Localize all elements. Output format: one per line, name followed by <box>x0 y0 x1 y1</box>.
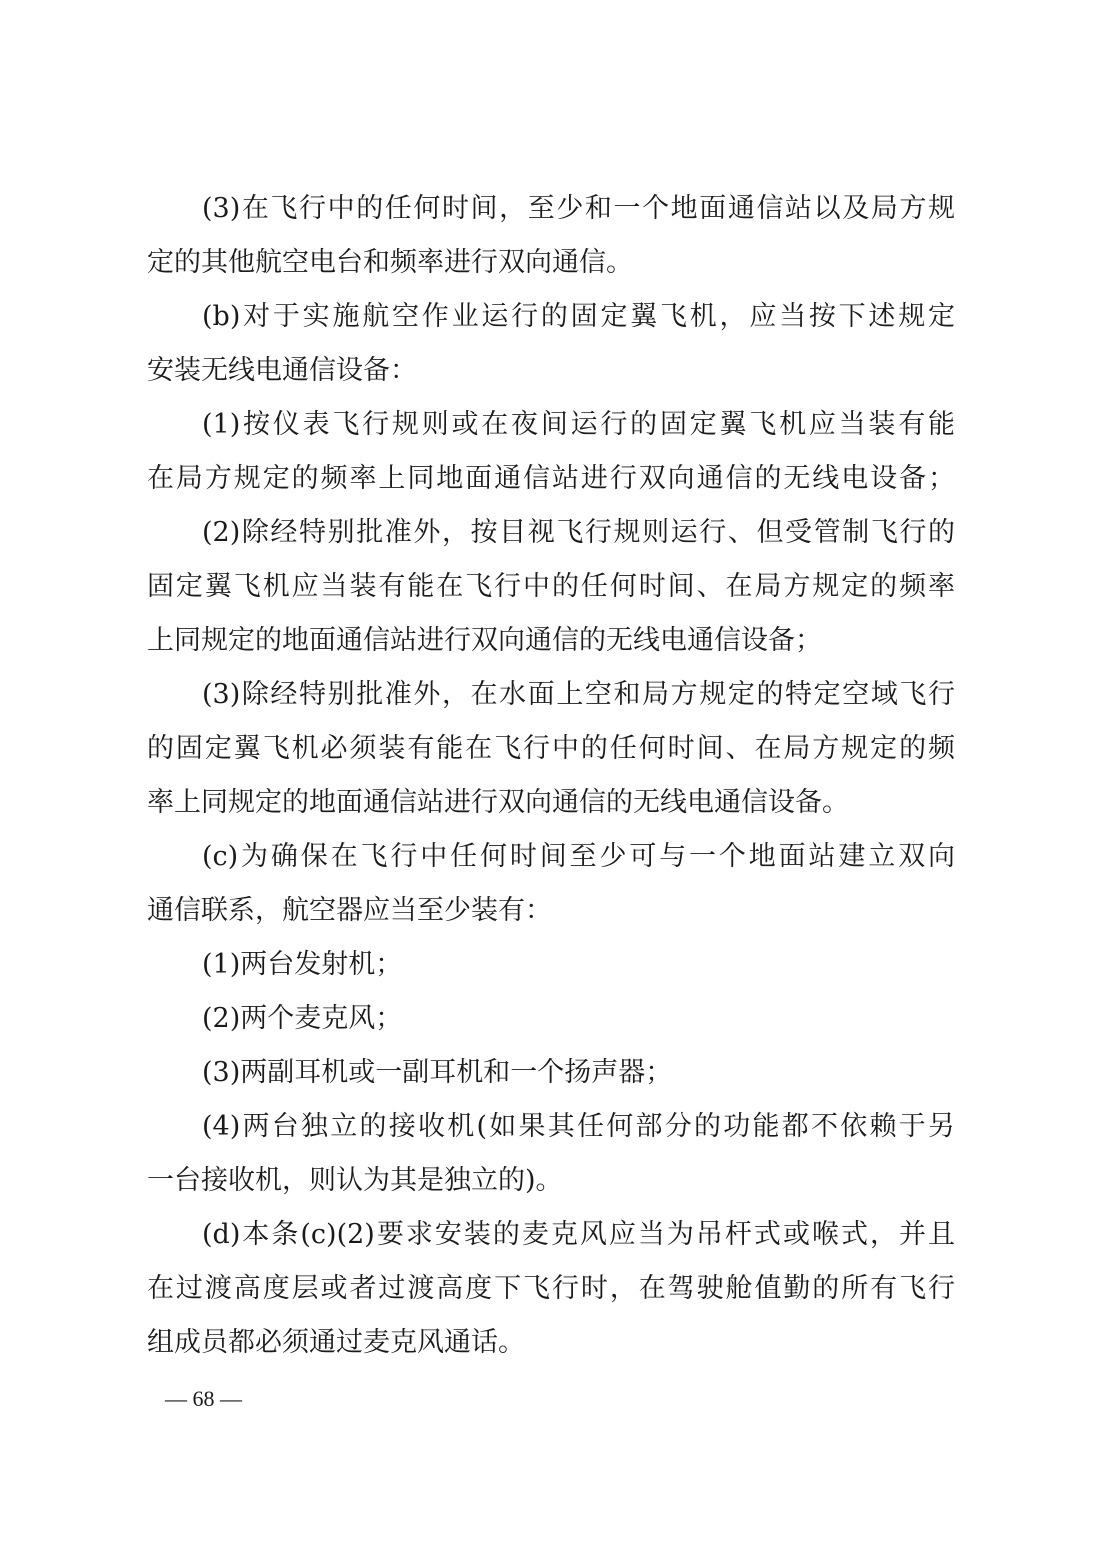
paragraph-b2-line-3: 上同规定的地面通信站进行双向通信的无线电通信设备； <box>147 625 822 656</box>
paragraph-b3-line-3: 率上同规定的地面通信站进行双向通信的无线电通信设备。 <box>147 787 849 818</box>
paragraph-b-line-1: (b)对于实施航空作业运行的固定翼飞机，应当按下述规定 <box>202 301 955 332</box>
paragraph-b1-line-1: (1)按仪表飞行规则或在夜间运行的固定翼飞机应当装有能 <box>202 409 955 440</box>
page-number: — 68 — <box>165 1386 242 1411</box>
list-item-c3: (3)两副耳机或一副耳机和一个扬声器； <box>202 1057 673 1088</box>
paragraph-b2-line-1: (2)除经特别批准外，按目视飞行规则运行、但受管制飞行的 <box>202 517 955 548</box>
paragraph-d-line-1: (d)本条(c)(2)要求安装的麦克风应当为吊杆式或喉式，并且 <box>202 1219 955 1250</box>
paragraph-c4-line-2: 一台接收机，则认为其是独立的)。 <box>147 1165 563 1196</box>
list-item-c2: (2)两个麦克风； <box>202 1003 403 1034</box>
paragraph-c4-line-1: (4)两台独立的接收机(如果其任何部分的功能都不依赖于另 <box>202 1111 955 1142</box>
paragraph-3-line-1: (3)在飞行中的任何时间，至少和一个地面通信站以及局方规 <box>202 193 955 224</box>
document-body <box>147 182 955 1370</box>
paragraph-b3-line-1: (3)除经特别批准外，在水面上空和局方规定的特定空域飞行 <box>202 679 955 710</box>
paragraph-3-line-2: 定的其他航空电台和频率进行双向通信。 <box>147 247 633 278</box>
paragraph-b1-line-2: 在局方规定的频率上同地面通信站进行双向通信的无线电设备； <box>147 463 955 494</box>
list-item-c1: (1)两台发射机； <box>202 949 403 980</box>
paragraph-d-line-2: 在过渡高度层或者过渡高度下飞行时，在驾驶舱值勤的所有飞行 <box>147 1273 955 1304</box>
paragraph-b-line-2: 安装无线电通信设备： <box>147 355 417 386</box>
paragraph-d-line-3: 组成员都必须通过麦克风通话。 <box>147 1327 525 1358</box>
paragraph-b2-line-2: 固定翼飞机应当装有能在飞行中的任何时间、在局方规定的频率 <box>147 571 955 602</box>
paragraph-b3-line-2: 的固定翼飞机必须装有能在飞行中的任何时间、在局方规定的频 <box>147 733 955 764</box>
paragraph-c-line-2: 通信联系，航空器应当至少装有： <box>147 895 552 926</box>
paragraph-c-line-1: (c)为确保在飞行中任何时间至少可与一个地面站建立双向 <box>202 841 955 872</box>
